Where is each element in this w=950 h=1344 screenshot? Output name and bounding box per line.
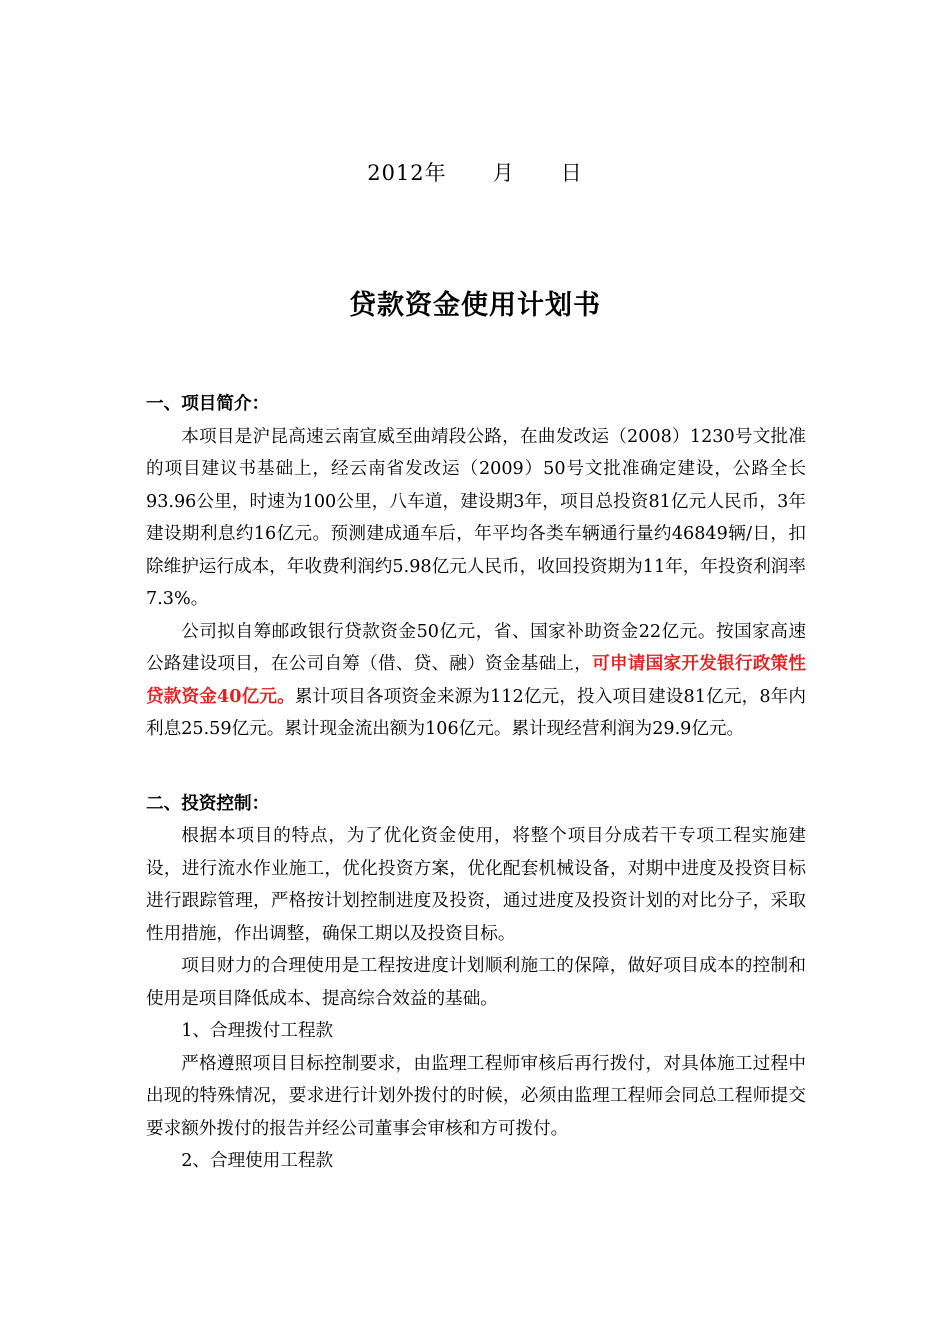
paragraph-financial-usage: 项目财力的合理使用是工程按进度计划顺利施工的保障，做好项目成本的控制和使用是项目降低成本、提高综合效益的基础。	[146, 956, 806, 1009]
paragraph-investment-approach: 根据本项目的特点，为了优化资金使用，将整个项目分成若干专项工程实施建设，进行流水作业施工，优化投资方案，优化配套机械设备，对期中进度及投资目标进行跟踪管理，严格按计划控制进度及投资，通过进度及投资计划的对比分子，采取性用措施，作出调整，确保工期以及投资目标。	[146, 826, 806, 944]
list-item-title-2: 2、合理使用工程款	[181, 1151, 334, 1171]
paragraph-funding	[146, 616, 806, 746]
section-heading-project-intro: 一、项目简介：	[146, 393, 270, 414]
document-body	[146, 388, 806, 1178]
list-item-title-1: 1、合理拨付工程款	[181, 1021, 334, 1041]
paragraph-project-summary: 本项目是沪昆高速云南宣威至曲靖段公路，在曲发改运（2008）1230号文批准的项目建议书基础上，经云南省发改运（2009）50号文批准确定建设，公路全长93.96公里，时速为100公里，八车道，建设期3年，项目总投资81亿元人民币，3年建设期利息约16亿元。预测建成通车后，年平均各类车辆通行量约46849辆/日，扣除维护运行成本，年收费利润约5.98亿元人民币，收回投资期为11年，年投资利润率7.3%。	[146, 426, 806, 609]
document-title: 贷款资金使用计划书	[349, 290, 601, 321]
section-heading-investment-control: 二、投资控制：	[146, 792, 270, 814]
section-gap	[146, 746, 806, 788]
funding-text-after: 累计项目各项资金来源为112亿元，投入项目建设81亿元，8年内利息25.59亿元。累计现金流出额为106亿元。累计现经营利润为29.9亿元。	[146, 686, 807, 739]
list-item-text-1: 严格遵照项目目标控制要求，由监理工程师审核后再行拨付，对具体施工过程中出现的特殊情况，要求进行计划外拨付的时候，必须由监理工程师会同总工程师提交要求额外拨付的报告并经公司董事会审核和方可拨付。	[146, 1053, 806, 1139]
funding-text-before: 公司拟自筹邮政银行贷款资金50亿元，省、国家补助资金22亿元。按国家高速公路建设项目，在公司自筹（借、贷、融）资金基础上，	[146, 621, 806, 674]
date-line: 2012年 月 日	[367, 161, 583, 185]
funding-highlight: 可申请国家开发银行政策性贷款资金40亿元。	[146, 653, 806, 707]
